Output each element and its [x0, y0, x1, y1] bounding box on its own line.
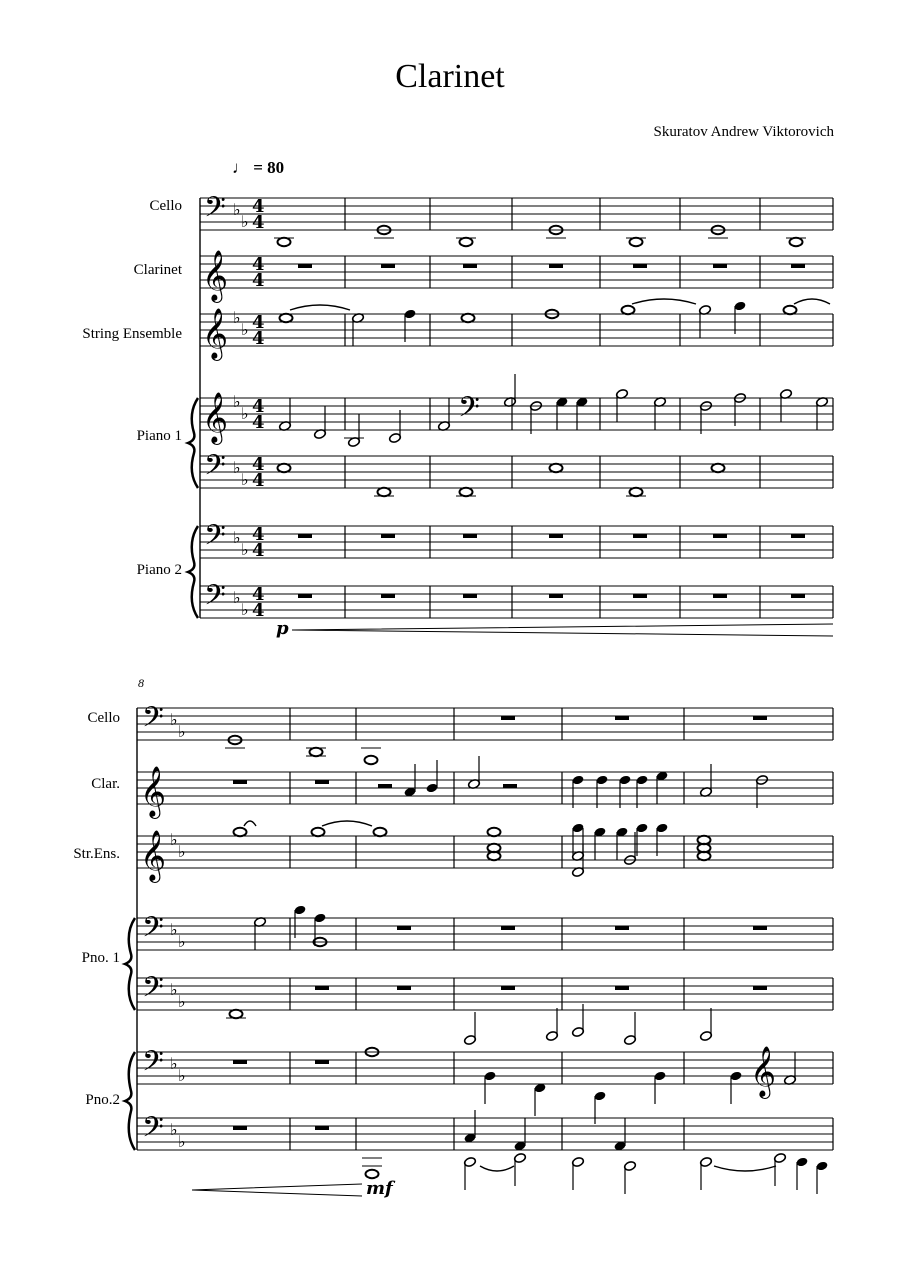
- whole-note: [312, 828, 325, 836]
- label-string-ensemble: String Ensemble: [82, 326, 182, 342]
- time-signature-bottom: 4: [252, 212, 265, 233]
- bass-clef: 𝄢: [142, 1045, 164, 1085]
- whole-rest: [791, 264, 805, 268]
- whole-note: [488, 828, 501, 836]
- tie: [714, 1166, 776, 1171]
- dynamic-piano: p: [276, 618, 289, 639]
- time-signature-bottom: 4: [252, 328, 265, 349]
- whole-rest: [713, 534, 727, 538]
- whole-rest: [549, 534, 563, 538]
- tie: [322, 821, 372, 826]
- flat-sign: ♭: [241, 470, 249, 489]
- tie: [290, 305, 350, 310]
- label-cello-short: Cello: [87, 710, 120, 726]
- flat-sign: ♭: [241, 320, 249, 339]
- label-piano-2: Piano 2: [136, 562, 182, 578]
- whole-rest: [233, 1126, 247, 1130]
- whole-note: [310, 748, 323, 756]
- label-cello: Cello: [149, 198, 182, 214]
- piano-brace: [188, 526, 198, 618]
- piano-brace: [125, 918, 135, 1010]
- whole-rest: [315, 1126, 329, 1130]
- piano-brace: [125, 1052, 135, 1150]
- whole-note: [630, 238, 643, 246]
- label-piano-1-short: Pno. 1: [81, 950, 120, 966]
- whole-rest: [463, 264, 477, 268]
- whole-rest: [397, 986, 411, 990]
- time-signature-bottom: 4: [252, 270, 265, 291]
- whole-rest: [298, 594, 312, 598]
- whole-rest: [381, 594, 395, 598]
- whole-note: [460, 488, 473, 496]
- treble-clef: 𝄞: [750, 1046, 777, 1097]
- whole-note: [630, 488, 643, 496]
- whole-rest: [753, 716, 767, 720]
- label-piano-2-short: Pno.2: [85, 1092, 120, 1108]
- time-signature-top: 4: [252, 396, 265, 417]
- treble-clef: 𝄞: [202, 250, 229, 301]
- bass-clef: 𝄢: [458, 391, 480, 431]
- time-signature-top: 4: [252, 196, 265, 217]
- bass-clef: 𝄢: [142, 1111, 164, 1151]
- whole-rest: [233, 1060, 247, 1064]
- flat-sign: ♭: [178, 932, 186, 951]
- dynamic-mezzo-forte: mf: [366, 1178, 393, 1199]
- piano-brace: [188, 398, 198, 488]
- flat-sign: ♭: [178, 992, 186, 1011]
- whole-rest: [315, 986, 329, 990]
- whole-rest: [713, 264, 727, 268]
- whole-note: [280, 314, 293, 322]
- score-title: Clarinet: [395, 58, 505, 95]
- flat-sign: ♭: [178, 842, 186, 861]
- whole-note: [378, 488, 391, 496]
- whole-rest: [633, 594, 647, 598]
- whole-note: [230, 1010, 243, 1018]
- whole-rest: [233, 780, 247, 784]
- whole-note: [278, 464, 291, 472]
- whole-rest: [791, 594, 805, 598]
- whole-note: [712, 464, 725, 472]
- whole-rest: [501, 716, 515, 720]
- whole-rest: [791, 534, 805, 538]
- whole-rest: [713, 594, 727, 598]
- whole-rest: [381, 264, 395, 268]
- flat-sign: ♭: [233, 528, 241, 547]
- flat-sign: ♭: [170, 1120, 178, 1139]
- time-signature-top: 4: [252, 454, 265, 475]
- label-clarinet: Clarinet: [133, 262, 182, 278]
- whole-note: [365, 756, 378, 764]
- time-signature-bottom: 4: [252, 470, 265, 491]
- whole-rest: [298, 534, 312, 538]
- flat-sign: ♭: [233, 308, 241, 327]
- flat-sign: ♭: [241, 540, 249, 559]
- flat-sign: ♭: [241, 600, 249, 619]
- half-rest: [378, 784, 392, 788]
- flat-sign: ♭: [170, 1054, 178, 1073]
- whole-rest: [615, 716, 629, 720]
- whole-rest: [549, 594, 563, 598]
- treble-clef: 𝄞: [140, 830, 167, 881]
- whole-rest: [315, 1060, 329, 1064]
- whole-note: [234, 828, 247, 836]
- bass-clef: 𝄢: [142, 911, 164, 951]
- time-signature-bottom: 4: [252, 412, 265, 433]
- whole-note: [622, 306, 635, 314]
- time-signature-bottom: 4: [252, 540, 265, 561]
- whole-rest: [381, 534, 395, 538]
- bass-clef: 𝄢: [142, 971, 164, 1011]
- flat-sign: ♭: [241, 404, 249, 423]
- whole-rest: [753, 986, 767, 990]
- measure-number: 8: [138, 676, 144, 690]
- composer-name: Skuratov Andrew Viktorovich: [653, 124, 834, 140]
- whole-rest: [463, 594, 477, 598]
- whole-note: [784, 306, 797, 314]
- bass-clef: 𝄢: [204, 519, 226, 559]
- flat-sign: ♭: [170, 710, 178, 729]
- bass-clef: 𝄢: [204, 191, 226, 231]
- bass-clef: 𝄢: [142, 701, 164, 741]
- flat-sign: ♭: [178, 1066, 186, 1085]
- bass-clef: 𝄢: [204, 449, 226, 489]
- treble-clef: 𝄞: [202, 392, 229, 443]
- time-signature-bottom: 4: [252, 600, 265, 621]
- flat-sign: ♭: [233, 392, 241, 411]
- treble-clef: 𝄞: [140, 766, 167, 817]
- flat-sign: ♭: [170, 920, 178, 939]
- flat-sign: ♭: [178, 722, 186, 741]
- crescendo-hairpin: [292, 624, 833, 636]
- whole-rest: [501, 926, 515, 930]
- flat-sign: ♭: [233, 588, 241, 607]
- whole-note: [278, 238, 291, 246]
- time-signature-top: 4: [252, 312, 265, 333]
- flat-sign: ♭: [241, 212, 249, 231]
- label-piano-1: Piano 1: [136, 428, 182, 444]
- whole-note: [460, 238, 473, 246]
- decrescendo-hairpin: [192, 1184, 362, 1196]
- whole-rest: [615, 986, 629, 990]
- whole-rest: [397, 926, 411, 930]
- whole-note: [366, 1170, 379, 1178]
- whole-rest: [633, 264, 647, 268]
- tie: [794, 299, 830, 304]
- whole-rest: [298, 264, 312, 268]
- flat-sign: ♭: [233, 458, 241, 477]
- flat-sign: ♭: [178, 1132, 186, 1151]
- flat-sign: ♭: [170, 980, 178, 999]
- tempo-marking: ♩ = 80: [232, 158, 285, 177]
- whole-rest: [549, 264, 563, 268]
- tie: [632, 299, 696, 304]
- whole-note: [550, 464, 563, 472]
- time-signature-top: 4: [252, 254, 265, 275]
- time-signature-top: 4: [252, 524, 265, 545]
- time-signature-top: 4: [252, 584, 265, 605]
- treble-clef: 𝄞: [202, 308, 229, 359]
- bass-clef: 𝄢: [204, 579, 226, 619]
- whole-note: [462, 314, 475, 322]
- whole-rest: [315, 780, 329, 784]
- whole-rest: [633, 534, 647, 538]
- whole-note: [374, 828, 387, 836]
- whole-rest: [501, 986, 515, 990]
- whole-rest: [463, 534, 477, 538]
- whole-rest: [615, 926, 629, 930]
- tie: [244, 821, 256, 826]
- label-clarinet-short: Clar.: [91, 776, 120, 792]
- whole-note: [790, 238, 803, 246]
- half-rest: [503, 784, 517, 788]
- tie: [480, 1166, 514, 1171]
- whole-rest: [753, 926, 767, 930]
- label-string-ensemble-short: Str.Ens.: [73, 846, 120, 862]
- flat-sign: ♭: [233, 200, 241, 219]
- flat-sign: ♭: [170, 830, 178, 849]
